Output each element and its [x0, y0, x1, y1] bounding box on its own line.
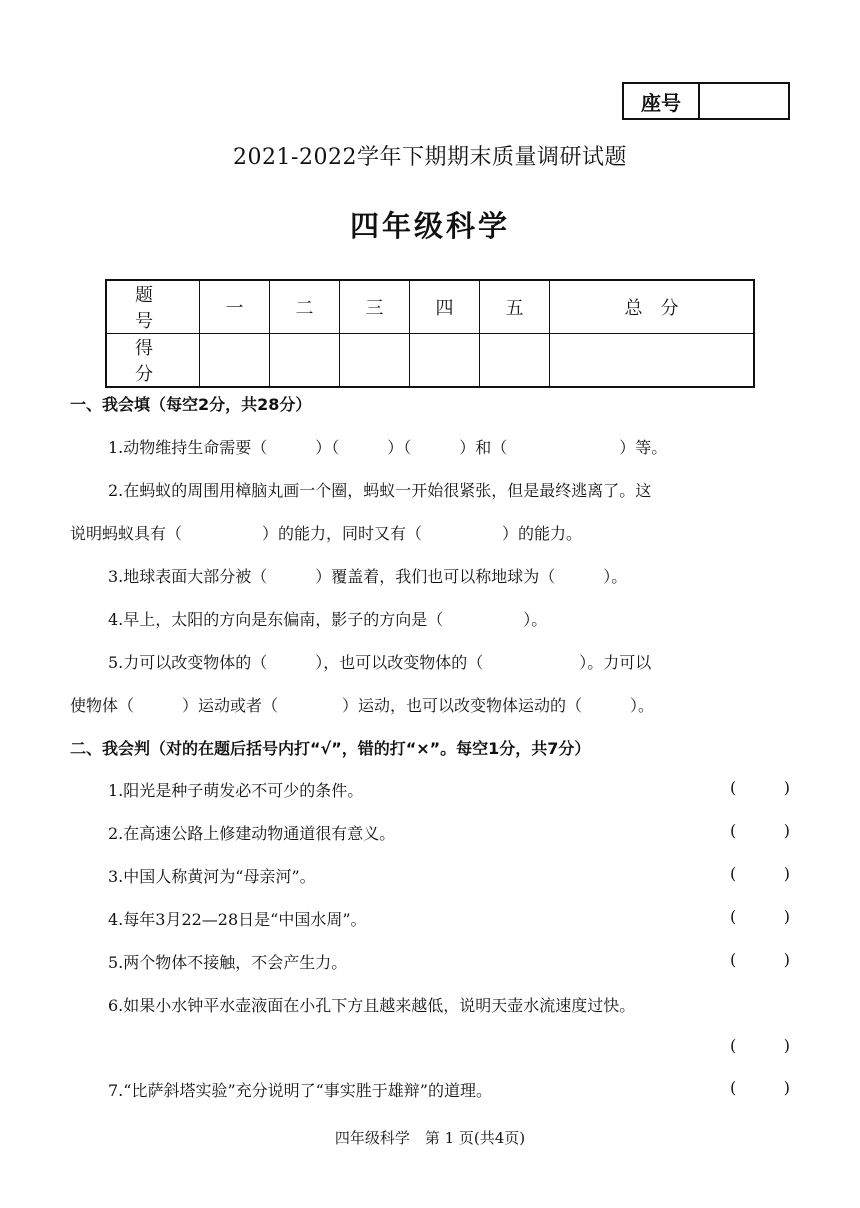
answer-paren-3[interactable]: [730, 864, 790, 883]
answer-paren-5[interactable]: [730, 950, 790, 969]
score-table-col-4: 四: [410, 280, 480, 334]
paren-close: ): [783, 821, 790, 840]
paren-close: ): [783, 864, 790, 883]
score-cell-total[interactable]: [550, 334, 755, 388]
section-1-heading: 一、我会填（每空2分，共28分）: [70, 395, 312, 414]
paren-close: ): [783, 907, 790, 926]
answer-paren-1[interactable]: [730, 778, 790, 797]
paren-open: (: [730, 1078, 737, 1097]
judge-question-6: 6.如果小水钟平水壶液面在小孔下方且越来越低，说明天壶水流速度过快。: [108, 996, 636, 1015]
judge-question-5: 5.两个物体不接触，不会产生力。: [108, 953, 348, 972]
judge-question-2: 2.在高速公路上修建动物通道很有意义。: [108, 824, 396, 843]
paren-open: (: [730, 950, 737, 969]
score-table-header-row: [106, 280, 754, 334]
score-table-col-5: 五: [480, 280, 550, 334]
answer-paren-2[interactable]: [730, 821, 790, 840]
paren-open: (: [730, 864, 737, 883]
fill-question-3: 3.地球表面大部分被（ ）覆盖着，我们也可以称地球为（ ）。: [108, 567, 628, 586]
score-table-score-label: 得 分: [106, 334, 200, 388]
paren-open: (: [730, 1036, 737, 1055]
score-table-col-3: 三: [340, 280, 410, 334]
fill-question-5: 5.力可以改变物体的（ ），也可以改变物体的（ ）。力可以: [108, 653, 652, 672]
score-table-header-label: 题 号: [106, 280, 200, 334]
seat-number-blank[interactable]: [700, 84, 788, 118]
answer-paren-6[interactable]: [730, 1036, 790, 1055]
paren-close: ): [783, 1078, 790, 1097]
fill-question-2: 2.在蚂蚁的周围用樟脑丸画一个圈，蚂蚁一开始很紧张，但是最终逃离了。这: [108, 481, 652, 500]
seat-number-box: [622, 82, 790, 120]
score-cell-4[interactable]: [410, 334, 480, 388]
score-table-col-1: 一: [200, 280, 270, 334]
paren-open: (: [730, 907, 737, 926]
score-table: [105, 279, 755, 388]
exam-subject: 四年级科学: [349, 209, 510, 243]
fill-question-2-cont: 说明蚂蚁具有（ ）的能力，同时又有（ ）的能力。: [70, 524, 583, 543]
score-cell-3[interactable]: [340, 334, 410, 388]
exam-title: 2021-2022学年下期期末质量调研试题: [233, 145, 627, 170]
answer-paren-4[interactable]: [730, 907, 790, 926]
paren-close: ): [783, 950, 790, 969]
fill-question-4: 4.早上，太阳的方向是东偏南，影子的方向是（ ）。: [108, 610, 548, 629]
paren-close: ): [783, 778, 790, 797]
fill-question-5-cont: 使物体（ ）运动或者（ ）运动，也可以改变物体运动的（ ）。: [70, 696, 655, 715]
score-table-col-total: 总 分: [550, 280, 755, 334]
paren-open: (: [730, 778, 737, 797]
page-footer: 四年级科学 第 1 页(共4页): [334, 1129, 526, 1147]
score-cell-1[interactable]: [200, 334, 270, 388]
score-cell-2[interactable]: [270, 334, 340, 388]
judge-question-4: 4.每年3月22—28日是“中国水周”。: [108, 910, 367, 929]
score-table-score-row: [106, 334, 754, 388]
paren-close: ): [783, 1036, 790, 1055]
judge-question-3: 3.中国人称黄河为“母亲河”。: [108, 867, 316, 886]
judge-question-1: 1.阳光是种子萌发必不可少的条件。: [108, 781, 364, 800]
answer-paren-7[interactable]: [730, 1078, 790, 1097]
judge-question-7: 7.“比萨斜塔实验”充分说明了“事实胜于雄辩”的道理。: [108, 1081, 492, 1100]
seat-number-label: 座号: [624, 84, 700, 118]
score-table-col-2: 二: [270, 280, 340, 334]
score-cell-5[interactable]: [480, 334, 550, 388]
paren-open: (: [730, 821, 737, 840]
fill-question-1: 1.动物维持生命需要（ ）（ ）（ ）和（ ）等。: [108, 438, 668, 457]
section-2-heading: 二、我会判（对的在题后括号内打“√”，错的打“×”。每空1分，共7分）: [70, 739, 591, 758]
